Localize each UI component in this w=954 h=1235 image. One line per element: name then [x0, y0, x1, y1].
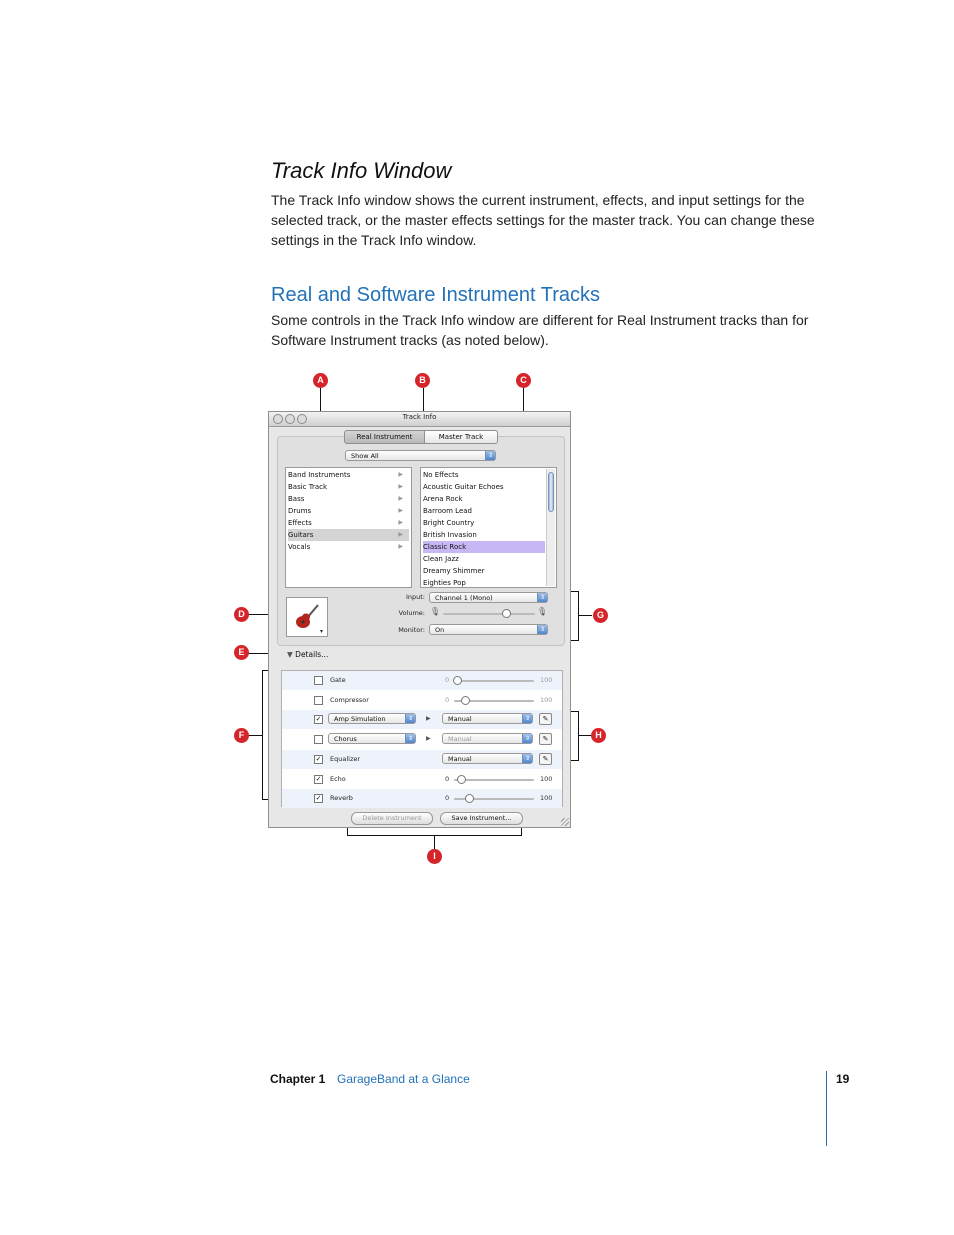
callout-f: F [234, 728, 249, 743]
preset-item[interactable]: British Invasion [423, 531, 477, 539]
instrument-icon-well[interactable] [286, 597, 328, 637]
effect-row [282, 671, 562, 690]
effect-checkbox[interactable]: ✓ [315, 715, 322, 724]
category-label: Vocals [288, 543, 311, 551]
details-label: Details... [295, 650, 329, 659]
edit-pencil-icon[interactable]: ✎ [539, 733, 552, 745]
category-label: Effects [288, 519, 312, 527]
resize-grip[interactable] [561, 818, 569, 826]
speaker-low-icon: 🎙 [430, 607, 441, 616]
chevron-right-icon: ▶ [398, 483, 403, 490]
sub-paragraph-line-2: Software Instrument tracks (as noted below). [271, 332, 549, 348]
preset-item[interactable]: Acoustic Guitar Echoes [423, 483, 504, 491]
svg-text:▾: ▾ [320, 628, 324, 635]
effect-row [282, 710, 562, 729]
callout-e: E [234, 645, 249, 660]
effect-checkbox[interactable]: ✓ [315, 794, 322, 803]
effect-slider-knob[interactable] [461, 696, 470, 705]
callout-a: A [313, 373, 328, 388]
track-info-window [268, 411, 571, 828]
slider-max-label: 100 [540, 794, 553, 803]
preset-item[interactable]: Classic Rock [423, 541, 545, 553]
category-item[interactable] [288, 493, 409, 505]
show-filter-value: Show All [351, 452, 379, 460]
chevron-right-icon: ▶ [398, 519, 403, 526]
effect-slider-knob[interactable] [465, 794, 474, 803]
effect-type-popup[interactable] [328, 733, 416, 744]
effect-name: Chorus [334, 735, 357, 744]
input-popup[interactable] [429, 592, 548, 603]
monitor-popup[interactable] [429, 624, 548, 635]
preset-item[interactable]: Dreamy Shimmer [423, 567, 485, 575]
chevron-right-icon: ▶ [398, 471, 403, 478]
effect-checkbox[interactable]: ✓ [315, 774, 322, 783]
popup-arrows-icon: ⇕ [405, 734, 415, 743]
volume-label: Volume: [398, 609, 425, 617]
footer-chapter-title: GarageBand at a Glance [337, 1072, 470, 1086]
chevron-right-icon: ▶ [398, 543, 403, 550]
volume-slider-track[interactable] [443, 613, 535, 615]
effect-row [282, 730, 562, 749]
effect-type-popup[interactable] [328, 713, 416, 724]
effect-slider-knob[interactable] [453, 676, 462, 685]
callout-g: G [593, 608, 608, 623]
disclosure-triangle-icon: ▼ [287, 650, 293, 659]
category-label: Guitars [288, 531, 314, 539]
category-item[interactable] [288, 481, 409, 493]
play-triangle-icon: ▶ [426, 735, 431, 743]
callout-d: D [234, 607, 249, 622]
slider-min-label: 0 [445, 695, 450, 704]
guitar-icon [287, 598, 327, 636]
chevron-right-icon: ▶ [398, 495, 403, 502]
speaker-high-icon: 🎙 [537, 607, 548, 616]
effect-row [282, 691, 562, 710]
effect-preset-popup[interactable] [442, 753, 533, 764]
footer-rule [826, 1071, 827, 1146]
slider-min-label: 0 [445, 774, 450, 783]
save-instrument-button[interactable]: Save Instrument... [440, 812, 523, 825]
sub-paragraph-line-1: Some controls in the Track Info window are different for Real Instrument tracks than for [271, 312, 809, 328]
monitor-label: Monitor: [398, 626, 425, 634]
effect-slider-knob[interactable] [457, 775, 466, 784]
effect-row [282, 750, 562, 769]
effect-preset-popup[interactable] [442, 733, 533, 744]
effect-checkbox[interactable] [314, 676, 323, 685]
scroll-thumb[interactable] [548, 472, 554, 512]
effect-slider-track[interactable] [454, 779, 534, 781]
footer-chapter: Chapter 1 [270, 1072, 326, 1086]
effect-slider-track[interactable] [454, 680, 534, 682]
preset-item[interactable]: Clean Jazz [423, 555, 459, 563]
monitor-value: On [435, 626, 445, 634]
category-item[interactable] [288, 529, 409, 541]
effect-preset-value: Manual [448, 715, 472, 724]
effect-checkbox[interactable] [314, 735, 323, 744]
volume-slider-knob[interactable] [502, 609, 511, 618]
preset-item[interactable]: No Effects [423, 471, 459, 479]
category-label: Drums [288, 507, 312, 515]
callout-c: C [516, 373, 531, 388]
chevron-right-icon: ▶ [398, 531, 403, 538]
popup-arrows-icon: ⇕ [537, 625, 547, 634]
popup-arrows-icon: ⇕ [522, 734, 532, 743]
category-item[interactable] [288, 505, 409, 517]
category-item[interactable] [288, 517, 409, 529]
effect-row [282, 770, 562, 789]
subsection-heading: Real and Software Instrument Tracks [271, 284, 601, 306]
slider-min-label: 0 [445, 794, 450, 803]
category-item[interactable] [288, 541, 409, 553]
preset-item[interactable]: Eighties Pop [423, 579, 466, 587]
effect-name: Equalizer [330, 754, 361, 763]
slider-max-label: 100 [540, 774, 553, 783]
page-number: 19 [836, 1072, 850, 1086]
effects-panel [281, 670, 563, 807]
popup-arrows-icon: ⇕ [485, 451, 495, 460]
delete-instrument-button[interactable]: Delete Instrument [351, 812, 433, 825]
leader-i [434, 835, 435, 849]
popup-arrows-icon: ⇕ [522, 714, 532, 723]
slider-max-label: 100 [540, 695, 553, 704]
category-list[interactable] [285, 467, 412, 588]
bracket-h [578, 711, 579, 761]
bracket-f [262, 670, 263, 800]
preset-scrollbar[interactable] [546, 469, 555, 586]
callout-h: H [591, 728, 606, 743]
category-label: Bass [288, 495, 305, 503]
preset-item[interactable]: Bright Country [423, 519, 475, 527]
effect-preset-value: Manual [448, 754, 472, 763]
preset-item[interactable]: Arena Rock [423, 495, 463, 503]
details-disclosure[interactable] [287, 650, 328, 659]
preset-list[interactable] [420, 467, 557, 588]
effect-name: Echo [330, 774, 346, 783]
effect-name: Compressor [330, 695, 369, 704]
effect-name: Amp Simulation [334, 715, 386, 724]
edit-pencil-icon[interactable]: ✎ [539, 753, 552, 765]
slider-min-label: 0 [445, 676, 450, 684]
effect-row [282, 789, 562, 808]
edit-pencil-icon[interactable]: ✎ [539, 713, 552, 725]
title-bar[interactable] [269, 412, 570, 427]
category-item[interactable] [288, 469, 409, 481]
bracket-g [578, 591, 579, 641]
show-filter-popup[interactable] [345, 450, 496, 461]
intro-line-1: The Track Info window shows the current instrument, effects, and input settings for the [271, 192, 805, 208]
intro-line-2: selected track, or the master effects settings for the master track. You can change these [271, 212, 815, 228]
effect-preset-popup[interactable] [442, 713, 533, 724]
effect-name: Reverb [330, 794, 353, 803]
intro-line-3: settings in the Track Info window. [271, 232, 477, 248]
tab-real-instrument[interactable]: Real Instrument [344, 430, 425, 444]
effect-name: Gate [330, 676, 346, 684]
callout-b: B [415, 373, 430, 388]
leader-g [578, 615, 592, 616]
popup-arrows-icon: ⇕ [537, 593, 547, 602]
category-label: Basic Track [288, 483, 328, 491]
input-value: Channel 1 (Mono) [435, 594, 493, 602]
section-heading: Track Info Window [271, 158, 452, 183]
chevron-right-icon: ▶ [398, 507, 403, 514]
tab-master-track[interactable]: Master Track [424, 430, 498, 444]
category-label: Band Instruments [288, 471, 351, 479]
leader-h [578, 735, 592, 736]
effect-preset-value: Manual [448, 735, 472, 744]
effect-checkbox[interactable] [314, 696, 323, 705]
slider-max-label: 100 [540, 676, 553, 684]
popup-arrows-icon: ⇕ [405, 714, 415, 723]
leader-f [248, 735, 262, 736]
window-title: Track Info [402, 413, 437, 421]
input-label: Input: [405, 593, 425, 601]
callout-i: I [427, 849, 442, 864]
effect-checkbox[interactable]: ✓ [315, 754, 322, 763]
popup-arrows-icon: ⇕ [522, 754, 532, 763]
play-triangle-icon: ▶ [426, 715, 431, 723]
preset-item[interactable]: Barroom Lead [423, 507, 472, 515]
